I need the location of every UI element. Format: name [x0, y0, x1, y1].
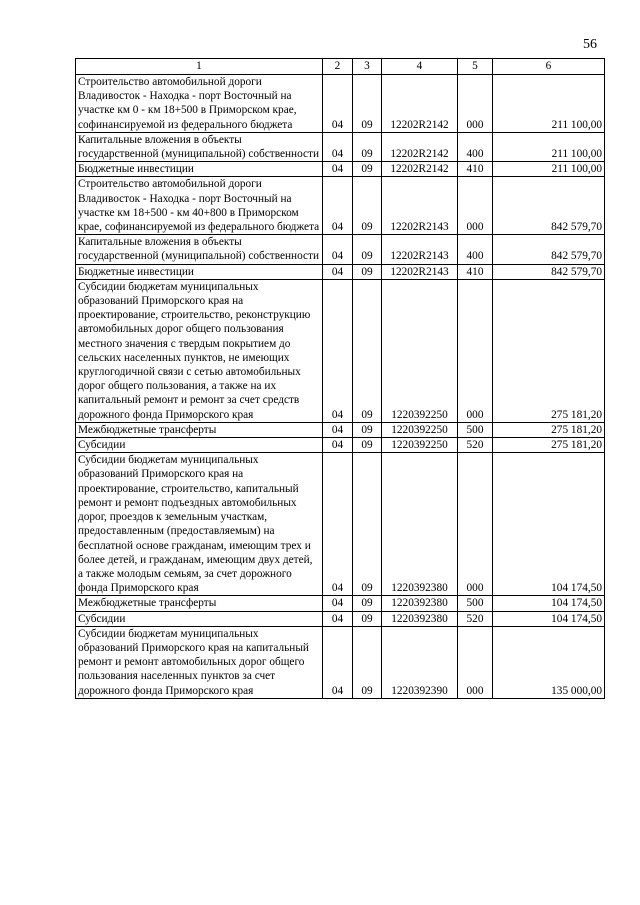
row-amount-cell: 275 181,20 [493, 279, 605, 422]
row-target-article-cell: 1220392250 [382, 438, 458, 453]
row-subsection-cell: 09 [353, 626, 382, 698]
row-subsection-cell: 09 [353, 422, 382, 437]
row-amount-cell: 211 100,00 [493, 75, 605, 133]
row-expense-type-cell: 410 [458, 162, 493, 177]
row-expense-type-cell: 400 [458, 235, 493, 264]
row-expense-type-cell: 000 [458, 279, 493, 422]
row-target-article-cell: 1220392250 [382, 279, 458, 422]
row-expense-type-cell: 000 [458, 75, 493, 133]
row-subsection-cell: 09 [353, 177, 382, 235]
table-row [76, 596, 605, 611]
row-name-cell: Субсидии [76, 611, 323, 626]
row-section-cell: 04 [323, 453, 353, 596]
row-expense-type-cell: 410 [458, 264, 493, 279]
row-subsection-cell: 09 [353, 611, 382, 626]
row-amount-cell: 842 579,70 [493, 235, 605, 264]
table-row [76, 75, 605, 133]
row-section-cell: 04 [323, 132, 353, 161]
row-target-article-cell: 1220392390 [382, 626, 458, 698]
row-amount-cell: 842 579,70 [493, 177, 605, 235]
header-row [76, 59, 605, 75]
row-amount-cell: 104 174,50 [493, 596, 605, 611]
row-subsection-cell: 09 [353, 438, 382, 453]
table-row [76, 132, 605, 161]
column-header-3: 3 [353, 59, 382, 75]
row-subsection-cell: 09 [353, 264, 382, 279]
row-section-cell: 04 [323, 422, 353, 437]
row-name-cell: Субсидии бюджетам муниципальных образований Приморского края на проектирование, строительство, реконструкцию автомобильных дорог общего пользования местного значения с твердым покрытием до сельских населенных пунктов, не имеющих круглогодичной связи с сетью автомобильных дорог общего пользования, а также на их капитальный ремонт и ремонт за счет средств дорожного фонда Приморского края [76, 279, 323, 422]
row-expense-type-cell: 500 [458, 596, 493, 611]
row-name-cell: Бюджетные инвестиции [76, 162, 323, 177]
row-subsection-cell: 09 [353, 279, 382, 422]
row-target-article-cell: 12202R2142 [382, 162, 458, 177]
table-row [76, 611, 605, 626]
row-section-cell: 04 [323, 626, 353, 698]
table-row [76, 453, 605, 596]
row-section-cell: 04 [323, 162, 353, 177]
row-expense-type-cell: 000 [458, 453, 493, 596]
row-subsection-cell: 09 [353, 235, 382, 264]
column-header-1: 1 [76, 59, 323, 75]
row-name-cell: Строительство автомобильной дороги Владивосток - Находка - порт Восточный на участке км 18+500 - км 40+800 в Приморском крае, софинансируемой из федерального бюджета [76, 177, 323, 235]
table-row [76, 235, 605, 264]
row-section-cell: 04 [323, 596, 353, 611]
row-subsection-cell: 09 [353, 596, 382, 611]
row-section-cell: 04 [323, 611, 353, 626]
row-name-cell: Строительство автомобильной дороги Владивосток - Находка - порт Восточный на участке км 0 - км 18+500 в Приморском крае, софинансируемой из федерального бюджета [76, 75, 323, 133]
row-target-article-cell: 12202R2142 [382, 75, 458, 133]
row-amount-cell: 104 174,50 [493, 453, 605, 596]
row-name-cell: Капитальные вложения в объекты государственной (муниципальной) собственности [76, 132, 323, 161]
row-target-article-cell: 12202R2143 [382, 177, 458, 235]
table-row [76, 264, 605, 279]
row-target-article-cell: 1220392380 [382, 611, 458, 626]
row-amount-cell: 135 000,00 [493, 626, 605, 698]
table-row [76, 438, 605, 453]
row-amount-cell: 842 579,70 [493, 264, 605, 279]
row-name-cell: Межбюджетные трансферты [76, 422, 323, 437]
row-section-cell: 04 [323, 235, 353, 264]
row-name-cell: Бюджетные инвестиции [76, 264, 323, 279]
row-amount-cell: 211 100,00 [493, 162, 605, 177]
budget-table [75, 58, 605, 699]
row-name-cell: Межбюджетные трансферты [76, 596, 323, 611]
row-target-article-cell: 1220392380 [382, 596, 458, 611]
row-expense-type-cell: 000 [458, 177, 493, 235]
row-section-cell: 04 [323, 75, 353, 133]
row-target-article-cell: 12202R2142 [382, 132, 458, 161]
column-header-2: 2 [323, 59, 353, 75]
row-expense-type-cell: 520 [458, 611, 493, 626]
column-header-4: 4 [382, 59, 458, 75]
table-row [76, 626, 605, 698]
row-amount-cell: 104 174,50 [493, 611, 605, 626]
row-name-cell: Субсидии бюджетам муниципальных образований Приморского края на капитальный ремонт и ремонт автомобильных дорог общего пользования населенных пунктов за счет дорожного фонда Приморского края [76, 626, 323, 698]
row-section-cell: 04 [323, 438, 353, 453]
row-subsection-cell: 09 [353, 162, 382, 177]
column-header-5: 5 [458, 59, 493, 75]
page-number: 56 [583, 37, 597, 52]
row-amount-cell: 275 181,20 [493, 438, 605, 453]
column-header-6: 6 [493, 59, 605, 75]
row-target-article-cell: 1220392250 [382, 422, 458, 437]
row-expense-type-cell: 400 [458, 132, 493, 161]
table-row [76, 162, 605, 177]
row-subsection-cell: 09 [353, 453, 382, 596]
row-section-cell: 04 [323, 264, 353, 279]
table-row [76, 177, 605, 235]
row-expense-type-cell: 520 [458, 438, 493, 453]
table-row [76, 279, 605, 422]
row-section-cell: 04 [323, 177, 353, 235]
row-name-cell: Субсидии бюджетам муниципальных образований Приморского края на проектирование, строительство, капитальный ремонт и ремонт подъездных автомобильных дорог, проездов к земельным участкам, предоставленным (предоставляемым) на бесплатной основе гражданам, имеющим трех и более детей, и гражданам, имеющим двух детей, а также молодым семьям, за счет дорожного фонда Приморского края [76, 453, 323, 596]
row-expense-type-cell: 500 [458, 422, 493, 437]
row-target-article-cell: 12202R2143 [382, 264, 458, 279]
row-name-cell: Капитальные вложения в объекты государственной (муниципальной) собственности [76, 235, 323, 264]
row-expense-type-cell: 000 [458, 626, 493, 698]
row-amount-cell: 211 100,00 [493, 132, 605, 161]
row-section-cell: 04 [323, 279, 353, 422]
row-target-article-cell: 1220392380 [382, 453, 458, 596]
row-subsection-cell: 09 [353, 132, 382, 161]
row-subsection-cell: 09 [353, 75, 382, 133]
table-row [76, 422, 605, 437]
row-target-article-cell: 12202R2143 [382, 235, 458, 264]
row-name-cell: Субсидии [76, 438, 323, 453]
row-amount-cell: 275 181,20 [493, 422, 605, 437]
